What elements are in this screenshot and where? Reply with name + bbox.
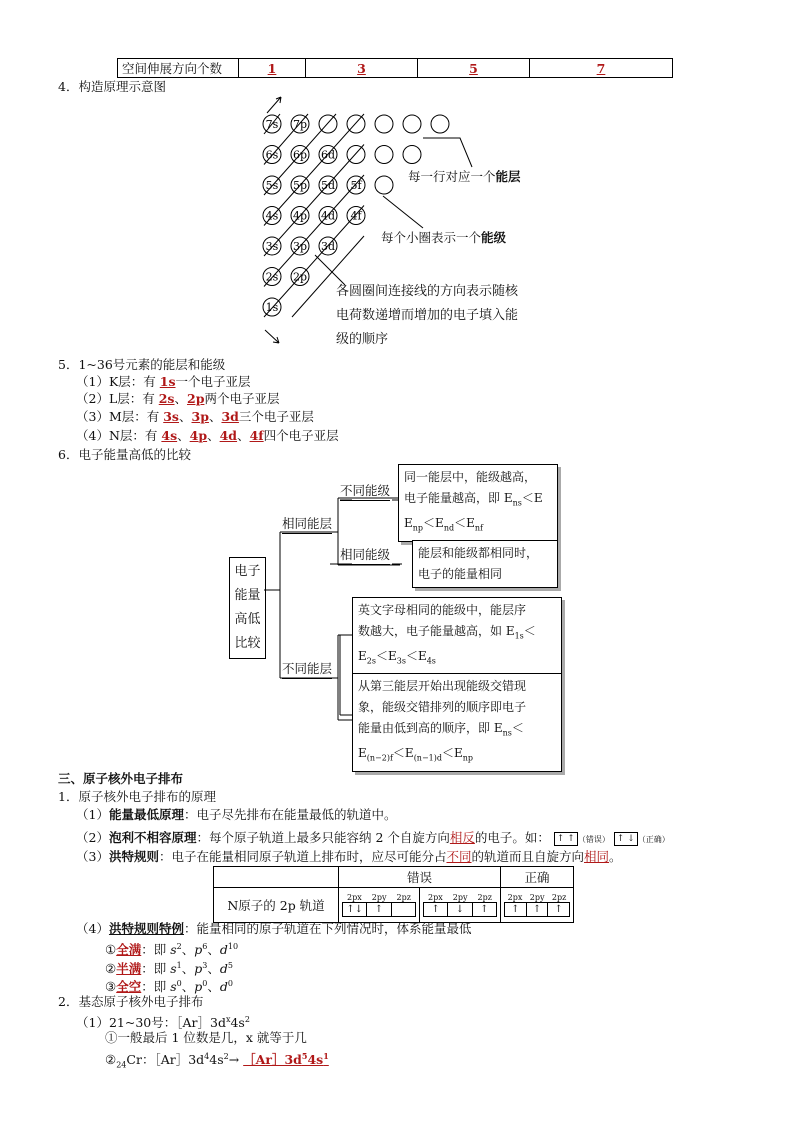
hund-right-header: 正确	[501, 867, 574, 888]
orbital-label: 4f	[350, 209, 362, 223]
section4-title: 4．构造原理示意图	[58, 79, 166, 94]
orbital-label: 6s	[265, 148, 279, 162]
principle-3: （3）洪特规则：电子在能量相同原子轨道上排布时，应尽可能分占不同的轨道而且自旋方向相同。	[76, 849, 622, 864]
hund-table	[213, 866, 574, 923]
orbital-label: 2p	[292, 270, 308, 284]
orbital-label: 4p	[292, 209, 308, 223]
wrong-spin-box: ↑ ↑	[554, 832, 578, 846]
box-diff-layer-2: 从第三能层开始出现能级交错现 象，能级交错排列的顺序即电子 能量由低到高的顺序，即 $E_{ns}<$ $E_{(n-2)f}<E_{(n-1)d}<E_{np}$	[352, 673, 562, 772]
pointer-line	[423, 138, 472, 167]
layer-m: （3）M层：有 3s、3p、3d三个电子亚层	[76, 409, 314, 424]
special-half: ②半满：即 $s^1$、$p^3$、$d^5$	[105, 961, 233, 977]
section3-sub2: 2．基态原子核外电子排布	[58, 994, 204, 1009]
orbital-empty	[403, 146, 421, 164]
section5-title: 5．1~36号元素的能层和能级	[58, 357, 226, 372]
hund-row-label: N原子的 2p 轨道	[214, 888, 339, 923]
fill-order-line	[264, 145, 364, 257]
table-value: 7	[530, 59, 673, 78]
section3-sub1: 1．原子核外电子排布的原理	[58, 789, 216, 804]
orbital-label: 4s	[265, 209, 279, 223]
arrow-up-icon	[267, 97, 281, 113]
orbital-label: 5p	[292, 179, 308, 192]
same-level-label: 相同能级	[340, 546, 390, 565]
orbital-label: 3p	[292, 240, 308, 253]
orbital-label: 5d	[320, 179, 336, 192]
box-same-level: 能层和能级都相同时， 电子的能量相同	[412, 540, 558, 588]
fill-order-line	[264, 175, 364, 287]
table-value: 3	[306, 59, 418, 78]
note-circle: 每个小圈表示一个能级	[381, 230, 507, 245]
orbital-label: 7s	[265, 118, 279, 131]
orbital-label: 5s	[265, 179, 279, 192]
layer-n: （4）N层：有 4s、4p、4d、4f四个电子亚层	[76, 428, 339, 443]
pointer-line	[383, 196, 423, 228]
section6-title: 6．电子能量高低的比较	[58, 447, 191, 462]
orbital-label: 3d	[320, 240, 336, 253]
note-row: 每一行对应一个能层	[408, 169, 521, 184]
table-value: 1	[239, 59, 306, 78]
box-diff-layer-1: 英文字母相同的能级中，能层序 数越大，电子能量越高，如 $E_{1s}<$ $E_{2s}<E_{3s}<E_{4s}$	[352, 597, 562, 675]
fill-order-line	[264, 114, 364, 226]
table-value: 5	[418, 59, 530, 78]
section3-title: 三、原子核外电子排布	[58, 771, 184, 786]
orbital-label: 2s	[265, 270, 279, 284]
principle-4: （4）洪特规则特例：能量相同的原子轨道在下列情况时，体系能量最低	[76, 921, 472, 936]
principle-1: （1）能量最低原理：电子尽先排布在能量最低的轨道中。	[76, 807, 397, 822]
note-order: 各圆圈间连接线的方向表示随核 电荷数递增而增加的电子填入能 级的顺序	[336, 284, 519, 347]
diff-layer-label: 不同能层	[282, 660, 332, 679]
orbital-label: 7p	[292, 118, 308, 131]
orbital-empty	[375, 146, 393, 164]
special-empty: ③全空：即 $s^0$、$p^0$、$d^0$	[105, 979, 233, 995]
box-diff-level: 同一能层中，能级越高， 电子能量越高，即 $E_{ns}<E$ $E_{np}<E_{nd}<E_{nf}$	[398, 464, 558, 542]
root-node: 电子 能量 高低 比较	[229, 557, 266, 659]
hund-wrong-header: 错误	[339, 867, 501, 888]
orbital-label: 6p	[292, 148, 308, 162]
config-21-30: （1）21~30号：$[Ar]3d^x4s^2$	[76, 1015, 250, 1031]
special-full: ①全满：即 $s^2$、$p^6$、$d^{10}$	[105, 942, 239, 958]
principle-2: （2）泡利不相容原理：每个原子轨道上最多只能容纳 2 个自旋方向相反的电子。如： ↑ ↑ （错误） ↑ ↓ （正确）	[76, 830, 670, 845]
config-cr: $②_{24}Cr$：$[Ar]3d^44s^2\to$ $[Ar]3d^54s^1$	[105, 1051, 329, 1070]
orbital-empty	[375, 176, 393, 194]
layer-k: （1）K层：有 1s一个电子亚层	[76, 374, 251, 389]
orbital-label: 5f	[350, 179, 362, 192]
orbital-label: 3s	[265, 240, 279, 253]
arrow-down-icon	[265, 330, 279, 343]
orbital-label: 1s	[265, 301, 279, 314]
table-label: 空间伸展方向个数	[118, 59, 239, 78]
orbital-empty	[403, 115, 421, 133]
layer-l: （2）L层：有 2s、2p两个电子亚层	[76, 391, 280, 406]
same-layer-label: 相同能层	[282, 515, 332, 534]
hund-wrong-1: 2px 2py 2pz ↑↓ ↑	[339, 888, 420, 923]
orbital-label: 6d	[320, 148, 336, 162]
config-note: ①一般最后 1 位数是几，x 就等于几	[105, 1030, 307, 1045]
hund-right: 2px 2py 2pz ↑ ↑ ↑	[501, 888, 574, 923]
right-spin-box: ↑ ↓	[614, 832, 638, 846]
hund-wrong-2: 2px 2py 2pz ↑ ↓ ↑	[420, 888, 501, 923]
orbital-empty	[375, 115, 393, 133]
orbital-label: 4d	[320, 209, 336, 223]
diff-level-label: 不同能级	[340, 482, 390, 501]
orbital-empty	[431, 115, 449, 133]
orbital-count-table	[117, 58, 673, 78]
